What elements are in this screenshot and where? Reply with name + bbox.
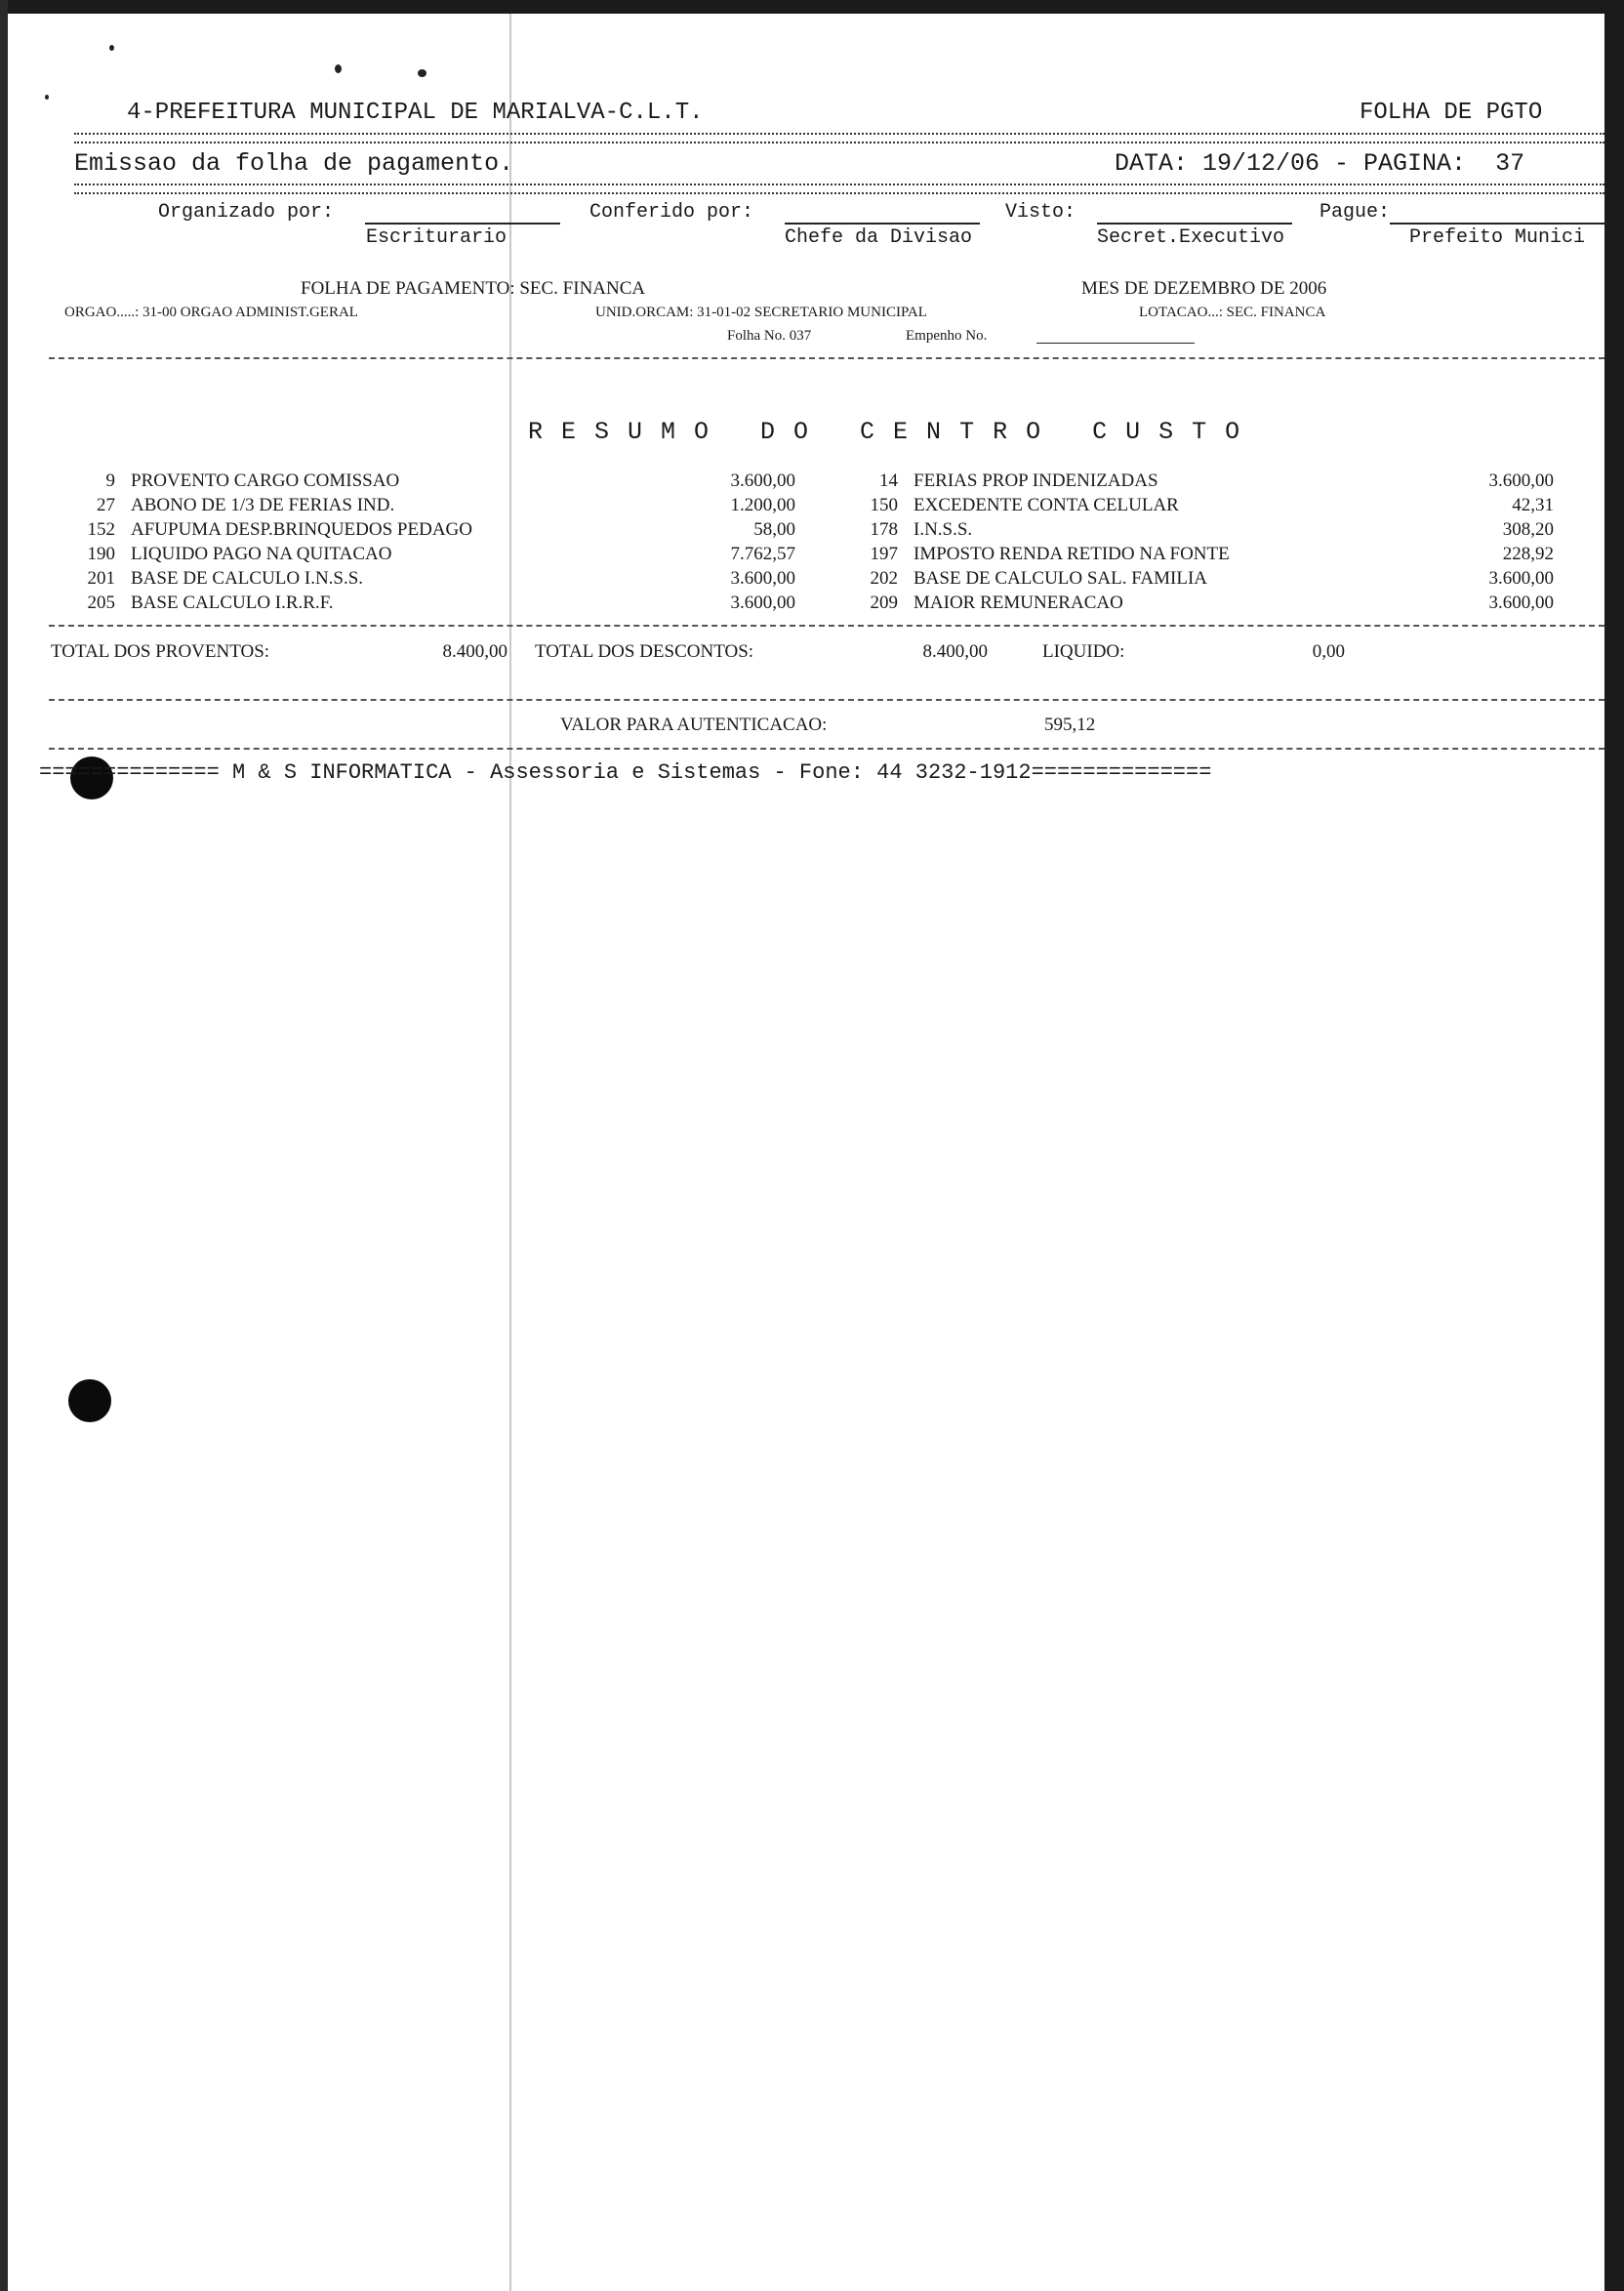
item-description: IMPOSTO RENDA RETIDO NA FONTE (914, 544, 1230, 564)
date-page: DATA: 19/12/06 - PAGINA: 37 (1115, 149, 1525, 178)
dust-speck (45, 95, 49, 100)
total-descontos-label: TOTAL DOS DESCONTOS: (535, 641, 754, 662)
item-code: 197 (870, 544, 898, 564)
dust-speck (418, 69, 426, 77)
item-description: FERIAS PROP INDENIZADAS (914, 470, 1158, 491)
empenho-label: Empenho No. (906, 328, 988, 344)
item-value: 3.600,00 (730, 568, 795, 589)
item-code: 27 (97, 495, 115, 515)
item-description: AFUPUMA DESP.BRINQUEDOS PEDAGO (131, 519, 472, 540)
conferido-role: Chefe da Divisao (785, 226, 973, 249)
item-description: LIQUIDO PAGO NA QUITACAO (131, 544, 392, 564)
signature-line (365, 223, 560, 225)
unidade-orcamentaria: UNID.ORCAM: 31-01-02 SECRETARIO MUNICIPAL (595, 305, 927, 320)
dashed-rule (49, 699, 1604, 701)
dust-speck (335, 64, 342, 73)
dust-speck (109, 45, 114, 51)
item-code: 190 (87, 544, 115, 564)
item-code: 205 (87, 593, 115, 613)
item-code: 202 (870, 568, 898, 589)
signature-line (785, 223, 980, 225)
dashed-rule (49, 625, 1604, 627)
total-proventos-label: TOTAL DOS PROVENTOS: (51, 641, 270, 662)
orgao: ORGAO.....: 31-00 ORGAO ADMINIST.GERAL (64, 305, 358, 320)
item-description: ABONO DE 1/3 DE FERIAS IND. (131, 495, 395, 515)
item-description: BASE DE CALCULO I.N.S.S. (131, 568, 364, 589)
conferido-label: Conferido por: (589, 201, 754, 224)
autenticacao-value: 595,12 (1044, 715, 1096, 735)
scan-border-top (0, 0, 1624, 14)
item-description: I.N.S.S. (914, 519, 973, 540)
item-description: EXCEDENTE CONTA CELULAR (914, 495, 1179, 515)
item-value: 3.600,00 (1488, 470, 1554, 491)
item-description: PROVENTO CARGO COMISSAO (131, 470, 400, 491)
mes-referencia: MES DE DEZEMBRO DE 2006 (1081, 278, 1327, 299)
dashed-rule (49, 748, 1604, 750)
form-name: FOLHA DE PGTO (1360, 100, 1543, 126)
liquido-value: 0,00 (1312, 641, 1345, 662)
visto-role: Secret.Executivo (1097, 226, 1285, 249)
empenho-line (1036, 343, 1195, 344)
institution-title: 4-PREFEITURA MUNICIPAL DE MARIALVA-C.L.T. (127, 100, 704, 126)
item-description: BASE CALCULO I.R.R.F. (131, 593, 334, 613)
folha-pagamento: FOLHA DE PAGAMENTO: SEC. FINANCA (301, 278, 646, 299)
item-code: 150 (870, 495, 898, 515)
item-code: 209 (870, 593, 898, 613)
autenticacao-label: VALOR PARA AUTENTICACAO: (560, 715, 828, 735)
total-proventos-value: 8.400,00 (442, 641, 508, 662)
emission-title: Emissao da folha de pagamento. (74, 149, 514, 178)
item-code: 178 (870, 519, 898, 540)
item-code: 14 (879, 470, 898, 491)
scan-border-left (0, 0, 8, 2291)
item-value: 3.600,00 (1488, 568, 1554, 589)
item-value: 58,00 (753, 519, 795, 540)
punch-hole (68, 1379, 111, 1422)
item-value: 42,31 (1512, 495, 1554, 515)
visto-label: Visto: (1005, 201, 1076, 224)
item-value: 308,20 (1502, 519, 1554, 540)
signature-line (1097, 223, 1292, 225)
item-code: 201 (87, 568, 115, 589)
organizado-role: Escriturario (366, 226, 508, 249)
item-value: 3.600,00 (730, 470, 795, 491)
item-code: 9 (105, 470, 115, 491)
pague-label: Pague: (1320, 201, 1391, 224)
lotacao: LOTACAO...: SEC. FINANCA (1139, 305, 1326, 320)
paper-fold-line (509, 14, 511, 2291)
liquido-label: LIQUIDO: (1042, 641, 1125, 662)
organizado-label: Organizado por: (158, 201, 335, 224)
item-code: 152 (87, 519, 115, 540)
pague-role: Prefeito Munici (1409, 226, 1586, 249)
item-value: 228,92 (1502, 544, 1554, 564)
item-description: BASE DE CALCULO SAL. FAMILIA (914, 568, 1208, 589)
signature-line (1390, 223, 1604, 225)
dashed-rule (49, 357, 1604, 359)
footer-vendor: ============== M & S INFORMATICA - Assessoria e Sistemas - Fone: 44 3232-1912============== (39, 762, 1212, 784)
folha-numero: Folha No. 037 (727, 328, 812, 344)
item-value: 7.762,57 (730, 544, 795, 564)
total-descontos-value: 8.400,00 (922, 641, 988, 662)
resumo-title: R E S U M O D O C E N T R O C U S T O (528, 418, 1242, 446)
scan-border-right (1604, 0, 1624, 2291)
double-rule (74, 184, 1604, 194)
item-value: 1.200,00 (730, 495, 795, 515)
item-value: 3.600,00 (730, 593, 795, 613)
item-description: MAIOR REMUNERACAO (914, 593, 1123, 613)
item-value: 3.600,00 (1488, 593, 1554, 613)
double-rule (74, 133, 1604, 143)
